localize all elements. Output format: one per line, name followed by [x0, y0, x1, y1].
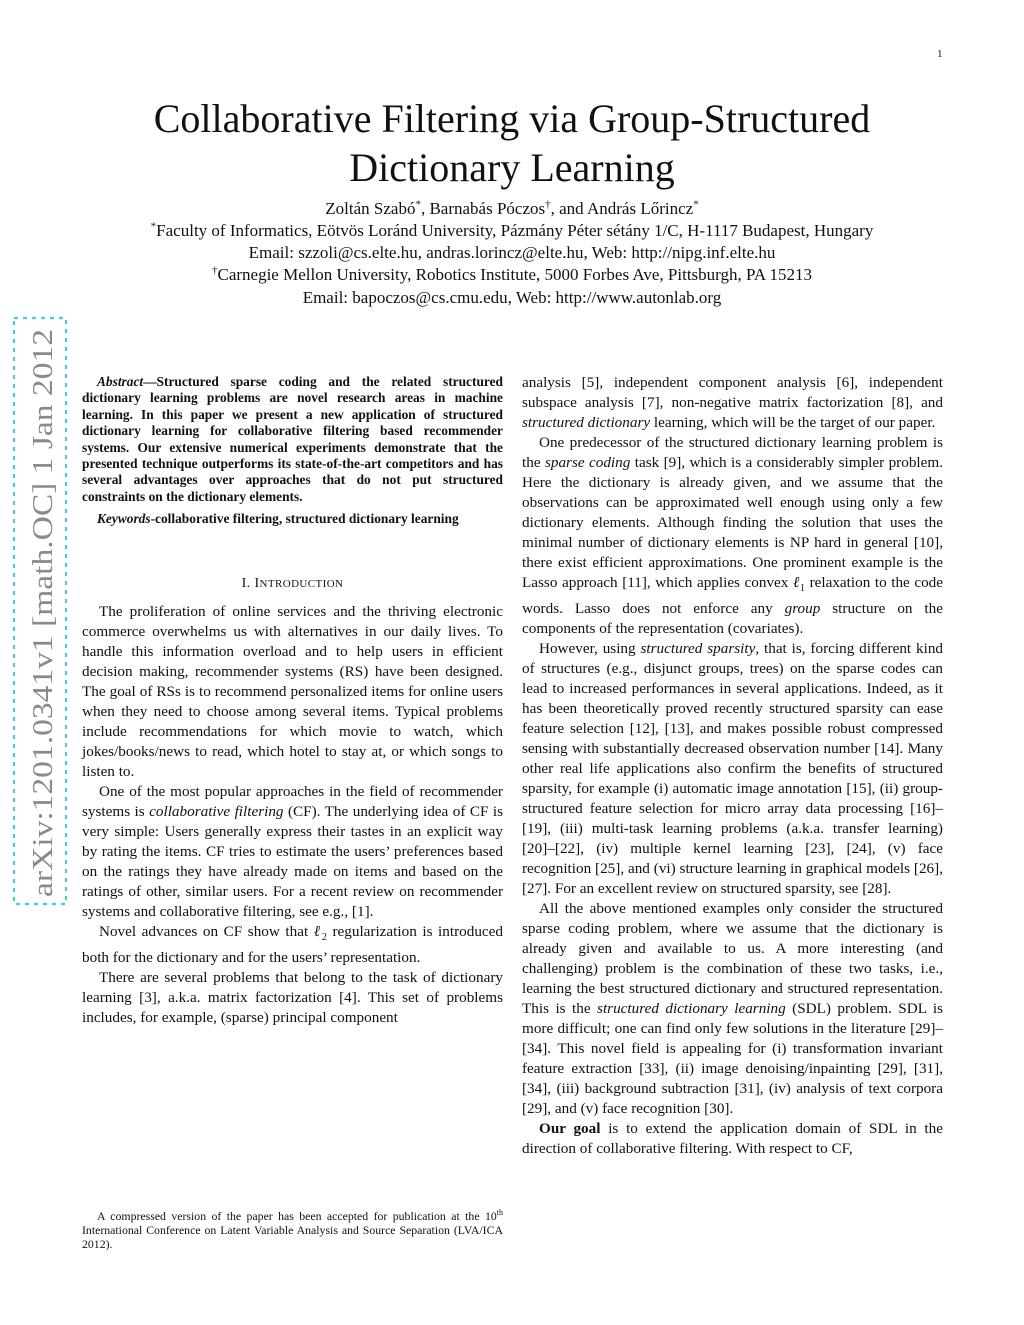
left-column	[82, 374, 503, 1028]
intro-paragraph-1: The proliferation of online services and the thriving electronic commerce overwhelms us with alternatives in our daily lives. To handle this information overload and to help users in efficient decision making, recommender systems (RS) have been designed. The goal of RSs is to recommend personalized items for online users when they need to choose among several items. Typical problems include recommendations for which movie to watch, which jokes/books/news to read, which hotel to stay at, or which songs to listen to.	[82, 602, 503, 780]
affiliation-elte: *Faculty of Informatics, Eötvös Loránd University, Pázmány Péter sétány 1/C, H-1117 Budapest, Hungary	[150, 220, 874, 240]
right-paragraph-4: Our goal is to extend the application domain of SDL in the direction of collaborative filtering. With respect to CF,	[522, 1120, 943, 1158]
title-line-1: Collaborative Filtering via Group-Structured	[153, 96, 871, 141]
page-number: 1	[937, 48, 943, 60]
abstract: Abstract—Structured sparse coding and the related structured dictionary learning problems are novel research areas in machine learning. In this paper we present a new application of structured dictionary learning for collaborative filtering based recommender systems. Our extensive numerical experiments demonstrate that the presented technique outperforms its state-of-the-art competitors and has several advantages over approaches that do not put structured constraints on the dictionary elements.	[82, 374, 503, 504]
keywords: Keywords-collaborative filtering, structured dictionary learning	[97, 511, 459, 527]
right-paragraph-1: One predecessor of the structured dictionary learning problem is the sparse coding task [9], which is a considerably simpler problem. Here the dictionary is already given, and we assume that the observations can be approximated well enough using only a few dictionary elements. Although finding the solution that uses the minimal number of dictionary elements is NP hard in general [10], there exist efficient approximations. One prominent example is the Lasso approach [11], which applies convex ℓ$_1$ relaxation to the code words. Lasso does not enforce any group structure on the components of the representation (covariates).	[522, 434, 943, 638]
author-1: Zoltán Szabó	[325, 199, 416, 218]
right-paragraph-2: However, using structured sparsity, that is, forcing different kind of structures (e.g., disjunct groups, trees) on the sparse codes can lead to increased performances in several applications. Indeed, as it has been theoretically proved recently structured sparsity can ease feature selection [12], [13], and makes possible robust compressed sensing with substantially decreased observation number [14]. Many other real life applications also confirm the benefits of structured sparsity, for example (i) automatic image annotation [15], (ii) group-structured feature selection for micro array data processing [16]–[19], (iii) multi-task learning problems (a.k.a. transfer learning) [20]–[22], (iv) multiple kernel learning [23], [24], (v) face recognition [25], and (vi) structure learning in graphical models [26], [27]. For an excellent review on structured sparsity, see [28].	[522, 640, 944, 898]
right-column	[522, 373, 943, 1159]
arxiv-stamp-text: arXiv:1201.0341v1 [math.OC] 1 Jan 2012	[27, 405, 59, 897]
paper-title	[60, 94, 964, 192]
author-2: , Barnabás Póczos	[420, 199, 546, 218]
affiliation-elte-email: Email: szzoli@cs.elte.hu, andras.lorincz@elte.hu, Web: http://nipg.inf.elte.hu	[248, 243, 776, 262]
intro-paragraph-4: There are several problems that belong to the task of dictionary learning [3], a.k.a. matrix factorization [4]. This set of problems includes, for example, (sparse) principal component	[82, 968, 503, 1026]
footnote: A compressed version of the paper has been accepted for publication at the 10th International Conference on Latent Variable Analysis and Source Separation (LVA/ICA 2012).	[82, 1208, 503, 1251]
arxiv-stamp	[10, 316, 70, 906]
title-line-2: Dictionary Learning	[349, 145, 675, 190]
affiliation-cmu: †Carnegie Mellon University, Robotics Institute, 5000 Forbes Ave, Pittsburgh, PA 15213	[211, 264, 813, 284]
intro-paragraph-2: One of the most popular approaches in the field of recommender systems is collaborative filtering (CF). The underlying idea of CF is very simple: Users generally express their tastes in an explicit way by rating the items. CF tries to estimate the users’ preferences based on the ratings they have already made on items and based on the ratings of other, similar users. For a recent review on recommender systems and collaborative filtering, see e.g., [1].	[82, 782, 504, 920]
intro-paragraph-3: Novel advances on CF show that ℓ$_2$ regularization is introduced both for the dictionary and for the users’ representation.	[82, 922, 504, 966]
author-3: , and András Lőrincz	[550, 199, 694, 218]
right-paragraph-3: All the above mentioned examples only consider the structured sparse coding problem, where we assume that the dictionary is already given and available to us. A more interesting (and challenging) problem is the combination of these two tasks, i.e., learning the best structured dictionary and structured representation. This is the structured dictionary learning (SDL) problem. SDL is more difficult; one can find only few solutions in the literature [29]–[34]. This novel field is appealing for (i) transformation invariant feature extraction [33], (ii) image denoising/inpainting [29], [31], [34], (iii) background subtraction [31], (iv) analysis of text corpora [29], and (v) face recognition [30].	[522, 900, 943, 1118]
author-list: Zoltán Szabó*, Barnabás Póczos†, and András Lőrincz*	[325, 198, 699, 218]
right-paragraph-0: analysis [5], independent component analysis [6], independent subspace analysis [7], non-negative matrix factorization [8], and structured dictionary learning, which will be the target of our paper.	[522, 374, 943, 431]
section-heading-introduction: I. INTRODUCTION	[241, 575, 344, 591]
affiliation-cmu-email: Email: bapoczos@cs.cmu.edu, Web: http://www.autonlab.org	[302, 288, 722, 307]
